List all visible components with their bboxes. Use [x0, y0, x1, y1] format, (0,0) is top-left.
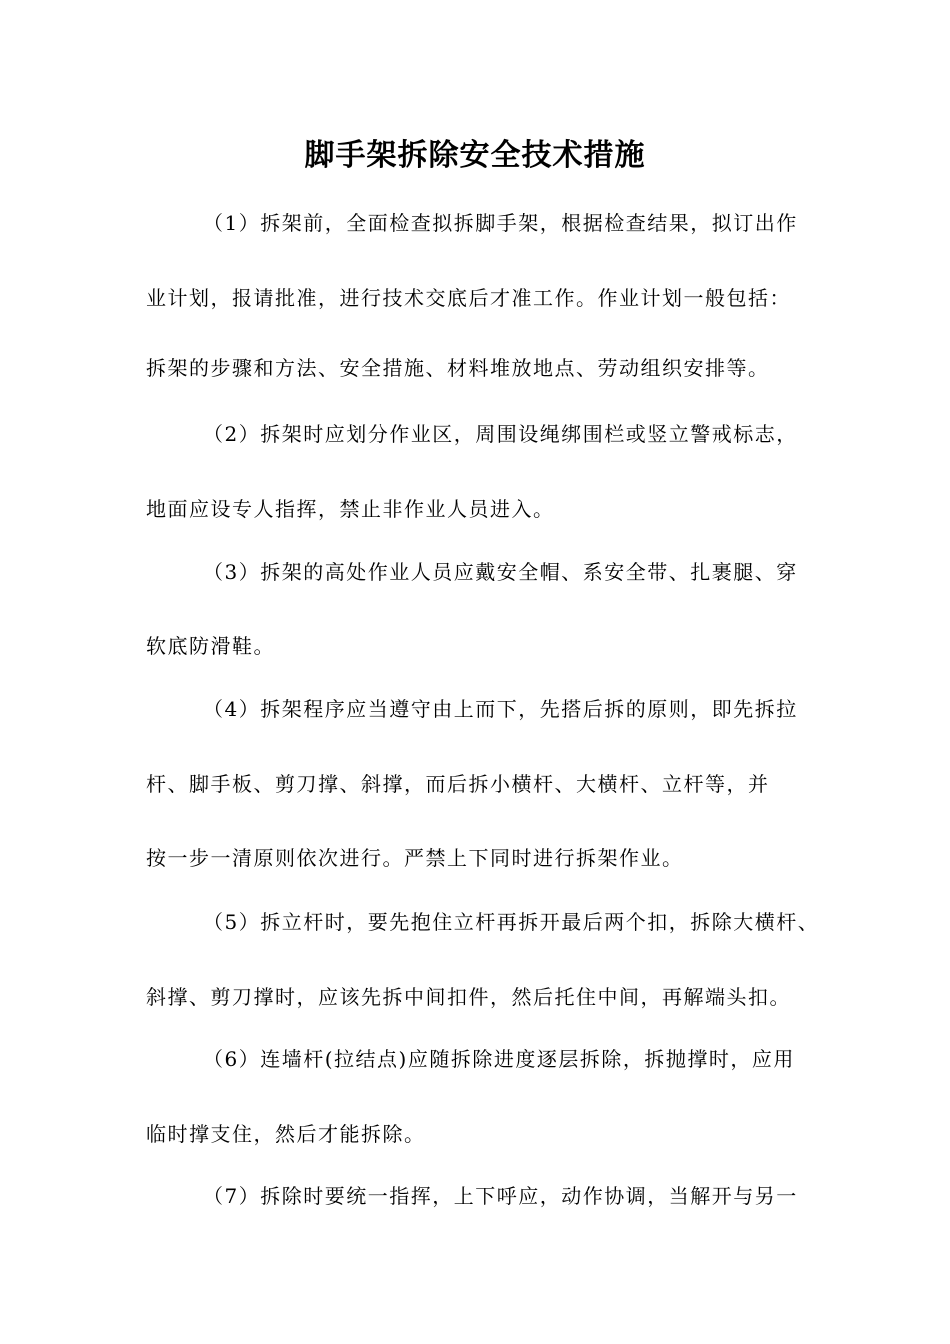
text-line: （6）连墙杆(拉结点)应随拆除进度逐层拆除，拆抛撑时，应用 [203, 1047, 795, 1071]
text-line: （3）拆架的高处作业人员应戴安全帽、系安全带、扎裹腿、穿 [203, 560, 798, 584]
text-line: 地面应设专人指挥，禁止非作业人员进入。 [146, 497, 555, 521]
text-line: （1）拆架前，全面检查拟拆脚手架，根据检查结果，拟订出作 [203, 211, 798, 235]
text-line: （5）拆立杆时，要先抱住立杆再拆开最后两个扣，拆除大横杆、 [203, 910, 820, 934]
text-line: 临时撑支住，然后才能拆除。 [146, 1122, 426, 1146]
text-line: 杆、脚手板、剪刀撑、斜撑，而后拆小横杆、大横杆、立杆等，并 [146, 772, 770, 796]
text-line: （4）拆架程序应当遵守由上而下，先搭后拆的原则，即先拆拉 [203, 697, 798, 721]
text-line: （7）拆除时要统一指挥，上下呼应，动作协调，当解开与另一 [203, 1184, 798, 1208]
text-line: 斜撑、剪刀撑时，应该先拆中间扣件，然后托住中间，再解端头扣。 [146, 985, 791, 1009]
text-line: 拆架的步骤和方法、安全措施、材料堆放地点、劳动组织安排等。 [146, 356, 770, 380]
text-line: （2）拆架时应划分作业区，周围设绳绑围栏或竖立警戒标志， [203, 422, 798, 446]
text-line: 按一步一清原则依次进行。严禁上下同时进行拆架作业。 [146, 846, 684, 870]
text-line: 业计划，报请批准，进行技术交底后才准工作。作业计划一般包括： [146, 286, 791, 310]
document-title: 脚手架拆除安全技术措施 [304, 138, 646, 173]
text-line: 软底防滑鞋。 [146, 634, 275, 658]
